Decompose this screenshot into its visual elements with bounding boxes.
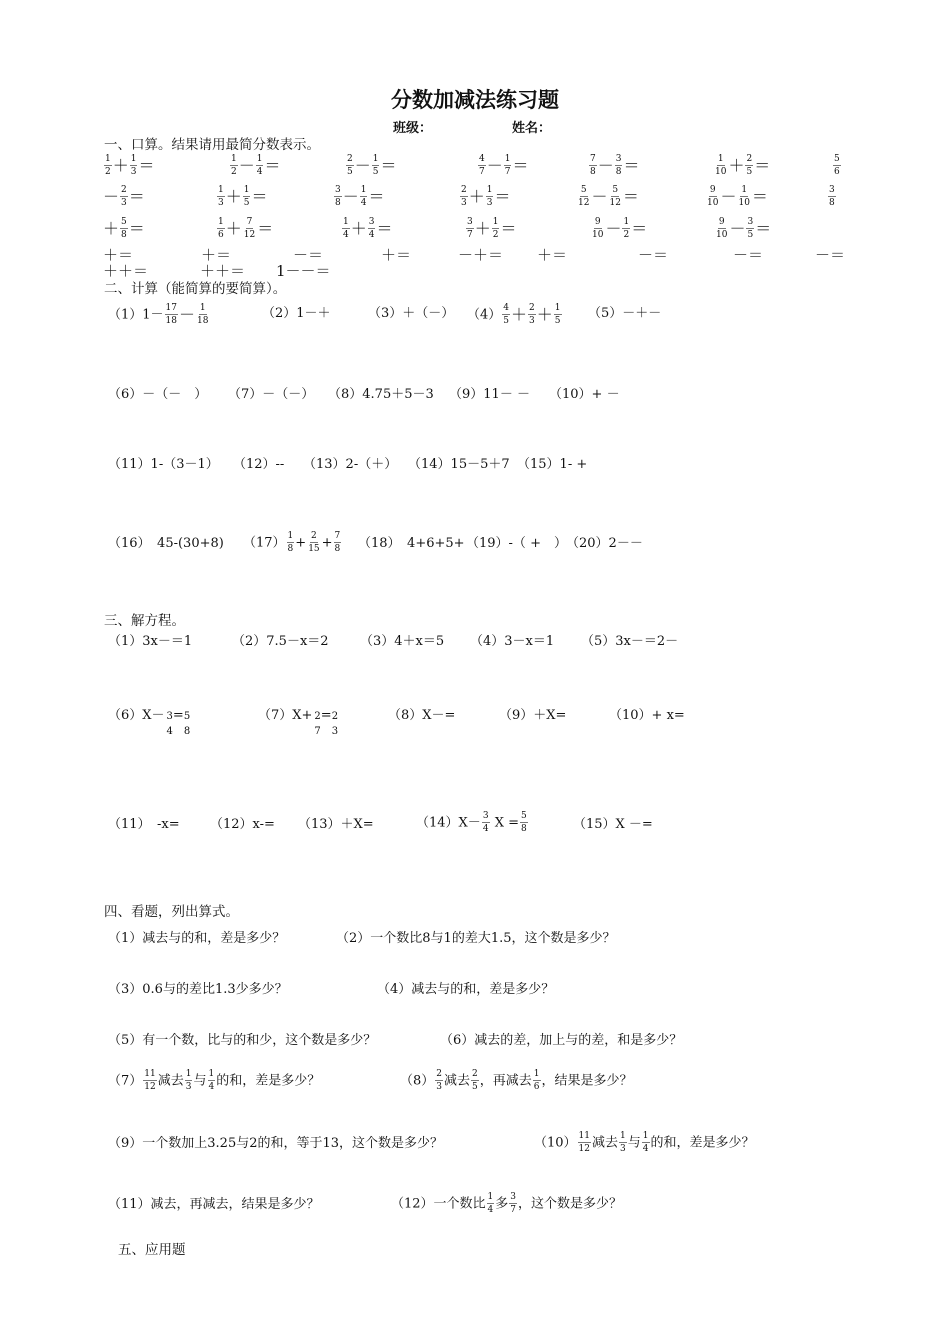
fraction: $\frac{1}{3}$	[130, 154, 137, 177]
fraction: $\frac{2}{3}$	[529, 303, 535, 326]
oral-problem: $\frac{3}{7}$ ＋ $\frac{1}{2}$ ＝	[467, 217, 517, 240]
oral-problem: $\frac{9}{10}$ － $\frac{1}{2}$ ＝	[592, 217, 648, 240]
fraction: $\frac{5}{8}$	[121, 217, 127, 240]
calc-problem: （12）--	[233, 457, 285, 472]
calc-problem: （20）2－－	[566, 536, 643, 551]
name-label: 姓名：	[512, 121, 552, 136]
page-title: 分数加减法练习题	[391, 87, 559, 112]
calc-problem: （7）－（－）	[228, 387, 315, 402]
class-label: 班级：	[393, 121, 433, 136]
oral-problem: $\frac{1}{2}$ ＋ $\frac{1}{3}$ ＝	[105, 154, 155, 177]
oral-problem: －＝	[638, 246, 669, 264]
word-problem: （6）减去的差，加上与的差，和是多少？	[440, 1033, 683, 1048]
section-1-heading: 一、口算。结果请用最简分数表示。	[104, 137, 320, 153]
calc-problem: （18） 4+6+5+	[358, 536, 465, 551]
calc-problem: （8）4.75＋5－3	[328, 387, 434, 402]
fraction: $\frac{9}{10}$	[592, 217, 604, 240]
calc-problem: （19）-（ + ）	[466, 536, 567, 551]
oral-problem: $\frac{9}{10}$ － $\frac{3}{5}$ ＝	[716, 217, 772, 240]
oral-problem: ＋ $\frac{5}{8}$ ＝	[103, 217, 145, 240]
word-problem: （12）一个数比 $\frac{1}{4}$ 多 $\frac{3}{7}$ ，这个数是多少？	[391, 1192, 623, 1215]
fraction: $\frac{3}{8}$	[829, 185, 835, 208]
fraction: $\frac{1}{10}$	[715, 154, 727, 177]
fraction: $\frac{1}{4}$	[256, 154, 263, 177]
word-problem: （1）减去与的和，差是多少？	[108, 931, 286, 946]
equation: （1）3x－＝1	[108, 634, 193, 649]
calc-problem: （10）+ －	[549, 387, 620, 402]
fraction: $\frac{5}{12}$	[609, 185, 621, 208]
oral-problem: － $\frac{2}{3}$ ＝	[103, 185, 145, 208]
word-problem: （8） $\frac{2}{3}$ 减去 $\frac{2}{5}$ ，再减去 $\frac{1}{6}$ ，结果是多少？	[400, 1069, 633, 1092]
calc-problem: （11）1-（3－1）	[108, 457, 219, 472]
oral-problem	[827, 186, 837, 208]
fraction: $\frac{1}{18}$	[197, 303, 209, 326]
oral-problem: －＝	[733, 246, 764, 264]
fraction: $\frac{17}{18}$	[165, 303, 177, 326]
fraction: $\frac{1}{2}$	[105, 154, 111, 177]
oral-problem: ＋＝	[201, 246, 232, 264]
equation: （4）3－x＝1	[470, 634, 555, 649]
word-problem: （5）有一个数，比与的和少，这个数是多少？	[108, 1033, 377, 1048]
oral-problem: ＋＝	[381, 246, 412, 264]
section-3-heading: 三、解方程。	[104, 613, 185, 629]
equation: （15）X －=	[573, 817, 653, 832]
calc-problem: （14）15－5＋7	[408, 457, 510, 472]
oral-problem: ＋＝	[103, 246, 134, 264]
calc-problem: （2）1－＋	[262, 306, 331, 321]
fraction: $\frac{1}{4}$	[360, 185, 367, 208]
oral-problem: $\frac{2}{3}$ ＋ $\frac{1}{3}$ ＝	[461, 185, 511, 208]
calc-problem: （1）1－ $\frac{17}{18}$ － $\frac{1}{18}$	[108, 303, 209, 326]
section-5-heading: 五、应用题	[118, 1242, 186, 1258]
fraction: $\frac{1}{2}$	[623, 217, 630, 240]
fraction: $\frac{3}{8}$	[335, 185, 341, 208]
fraction: $\frac{1}{5}$	[372, 154, 379, 177]
equation: （14）X－ $\frac{3}{4}$ X = $\frac{5}{8}$	[416, 811, 527, 834]
oral-problem: $\frac{1}{10}$ ＋ $\frac{2}{5}$ ＝	[715, 154, 771, 177]
equation: （7）X+ 2 7=2 3	[258, 708, 339, 737]
fraction: $\frac{11}{12}$	[578, 1131, 590, 1154]
word-problem: （3）0.6与的差比1.3少多少？	[108, 982, 288, 997]
oral-problem: $\frac{5}{12}$ － $\frac{5}{12}$ ＝	[578, 185, 639, 208]
oral-problem: $\frac{1}{3}$ ＋ $\frac{1}{5}$ ＝	[218, 185, 268, 208]
oral-problem: ＋＋＝	[103, 262, 149, 280]
fraction: $\frac{1}{3}$	[218, 185, 224, 208]
oral-problem: $\frac{9}{10}$ － $\frac{1}{10}$ ＝	[707, 185, 768, 208]
fraction: $\frac{1}{4}$	[487, 1192, 494, 1215]
calc-problem: （3）＋（－）	[368, 306, 455, 321]
fraction: $\frac{7}{8}$	[590, 154, 596, 177]
fraction: $\frac{9}{10}$	[716, 217, 728, 240]
fraction: $\frac{1}{3}$	[185, 1069, 192, 1092]
fraction: $\frac{1}{2}$	[492, 217, 499, 240]
oral-problem: $\frac{1}{2}$ － $\frac{1}{4}$ ＝	[231, 154, 281, 177]
word-problem: （7） $\frac{11}{12}$ 减去 $\frac{1}{3}$ 与 $\frac{1}{4}$ 的和，差是多少？	[108, 1069, 321, 1092]
fraction: $\frac{2}{3}$	[121, 185, 127, 208]
fraction: $\frac{7}{8}$	[334, 531, 341, 554]
calc-problem: （5）－＋－	[588, 306, 662, 321]
fraction: $\frac{1}{8}$	[287, 531, 294, 554]
equation: （3）4＋x＝5	[360, 634, 445, 649]
oral-problem: $\frac{2}{5}$ － $\frac{1}{5}$ ＝	[347, 154, 397, 177]
word-problem: （10） $\frac{11}{12}$ 减去 $\frac{1}{3}$ 与 $\frac{1}{4}$ 的和，差是多少？	[534, 1131, 755, 1154]
equation: （10）+ x=	[609, 708, 685, 723]
oral-problem: 1－－＝	[276, 262, 331, 280]
calc-problem: （4） $\frac{4}{5}$ ＋ $\frac{2}{3}$ ＋ $\frac{1}{5}$	[467, 303, 561, 326]
oral-problem: ＋＋＝	[200, 262, 246, 280]
oral-problem: $\frac{1}{6}$ ＋ $\frac{7}{12}$ ＝	[218, 217, 274, 240]
fraction: $\frac{3}{8}$	[615, 154, 622, 177]
section-4-heading: 四、看题，列出算式。	[104, 904, 239, 920]
fraction: $\frac{2}{5}$	[347, 154, 353, 177]
oral-problem: $\frac{3}{8}$ － $\frac{1}{4}$ ＝	[335, 185, 385, 208]
fraction: $\frac{1}{4}$	[343, 217, 349, 240]
fraction: $\frac{3}{4}$	[368, 217, 375, 240]
fraction: $\frac{1}{5}$	[243, 185, 250, 208]
word-problem: （2）一个数比8与1的差大1.5，这个数是多少？	[336, 931, 616, 946]
fraction: $\frac{3}{4}$	[482, 811, 489, 834]
calc-problem: （16） 45-(30+8)	[108, 536, 224, 551]
equation: （9）＋X=	[499, 708, 567, 723]
fraction: $\frac{2}{15}$	[308, 531, 320, 554]
fraction: $\frac{1}{2}$	[231, 154, 237, 177]
fraction: $\frac{1}{3}$	[486, 185, 493, 208]
fraction: $\frac{2}{3}$	[461, 185, 467, 208]
fraction: $\frac{2}{5}$	[472, 1069, 478, 1092]
oral-problem: －＋＝	[458, 246, 504, 264]
oral-problem: $\frac{4}{7}$ － $\frac{1}{7}$ ＝	[479, 154, 529, 177]
fraction: $\frac{3}{7}$	[467, 217, 473, 240]
fraction: $\frac{5}{6}$	[834, 154, 840, 177]
equation: （6）X－ 3 4=5 8	[108, 708, 191, 737]
equation: （11） -x=	[108, 817, 180, 832]
fraction: $\frac{11}{12}$	[144, 1069, 156, 1092]
fraction: $\frac{2}{5}$	[746, 154, 753, 177]
equation: （2）7.5－x＝2	[232, 634, 329, 649]
fraction: $\frac{1}{6}$	[533, 1069, 540, 1092]
equation: （5）3x－＝2－	[581, 634, 679, 649]
equation: （12）x-=	[210, 817, 275, 832]
fraction: $\frac{1}{3}$	[620, 1131, 626, 1154]
fraction: $\frac{9}{10}$	[707, 185, 719, 208]
oral-problem: －＝	[293, 246, 324, 264]
fraction: $\frac{3}{7}$	[510, 1192, 517, 1215]
word-problem: （9）一个数加上3.25与2的和，等于13，这个数是多少？	[108, 1136, 444, 1151]
fraction: $\frac{4}{5}$	[503, 303, 510, 326]
oral-problem: －＝	[815, 246, 846, 264]
fraction: $\frac{5}{8}$	[521, 811, 527, 834]
calc-problem: （9）11－ －	[449, 387, 530, 402]
calc-problem: （17） $\frac{1}{8}$ + $\frac{2}{15}$ + $\frac{7}{8}$	[243, 531, 341, 554]
oral-problem: $\frac{1}{4}$ ＋ $\frac{3}{4}$ ＝	[343, 217, 393, 240]
fraction: $\frac{5}{12}$	[578, 185, 590, 208]
calc-problem: （15）1- +	[517, 457, 588, 472]
fraction: $\frac{2}{3}$	[436, 1069, 443, 1092]
oral-problem	[832, 155, 842, 177]
word-problem: （4）减去与的和，差是多少？	[377, 982, 555, 997]
calc-problem: （13）2-（＋）	[303, 457, 398, 472]
fraction: $\frac{1}{4}$	[208, 1069, 215, 1092]
word-problem: （11）减去，再减去，结果是多少？	[108, 1197, 320, 1212]
fraction: $\frac{1}{10}$	[738, 185, 750, 208]
fraction: $\frac{1}{5}$	[554, 303, 561, 326]
equation: （13）＋X=	[298, 817, 374, 832]
equation: （8）X－=	[388, 708, 456, 723]
fraction: $\frac{1}{6}$	[218, 217, 224, 240]
oral-problem: $\frac{7}{8}$ － $\frac{3}{8}$ ＝	[590, 154, 640, 177]
fraction: $\frac{7}{12}$	[243, 217, 256, 240]
oral-problem: ＋＝	[537, 246, 568, 264]
fraction: $\frac{1}{4}$	[642, 1131, 649, 1154]
fraction: $\frac{3}{5}$	[747, 217, 754, 240]
fraction: $\frac{4}{7}$	[479, 154, 485, 177]
section-2-heading: 二、计算（能简算的要简算）。	[104, 281, 287, 297]
calc-problem: （6）－（－ ）	[108, 387, 208, 402]
fraction: $\frac{1}{7}$	[504, 154, 511, 177]
